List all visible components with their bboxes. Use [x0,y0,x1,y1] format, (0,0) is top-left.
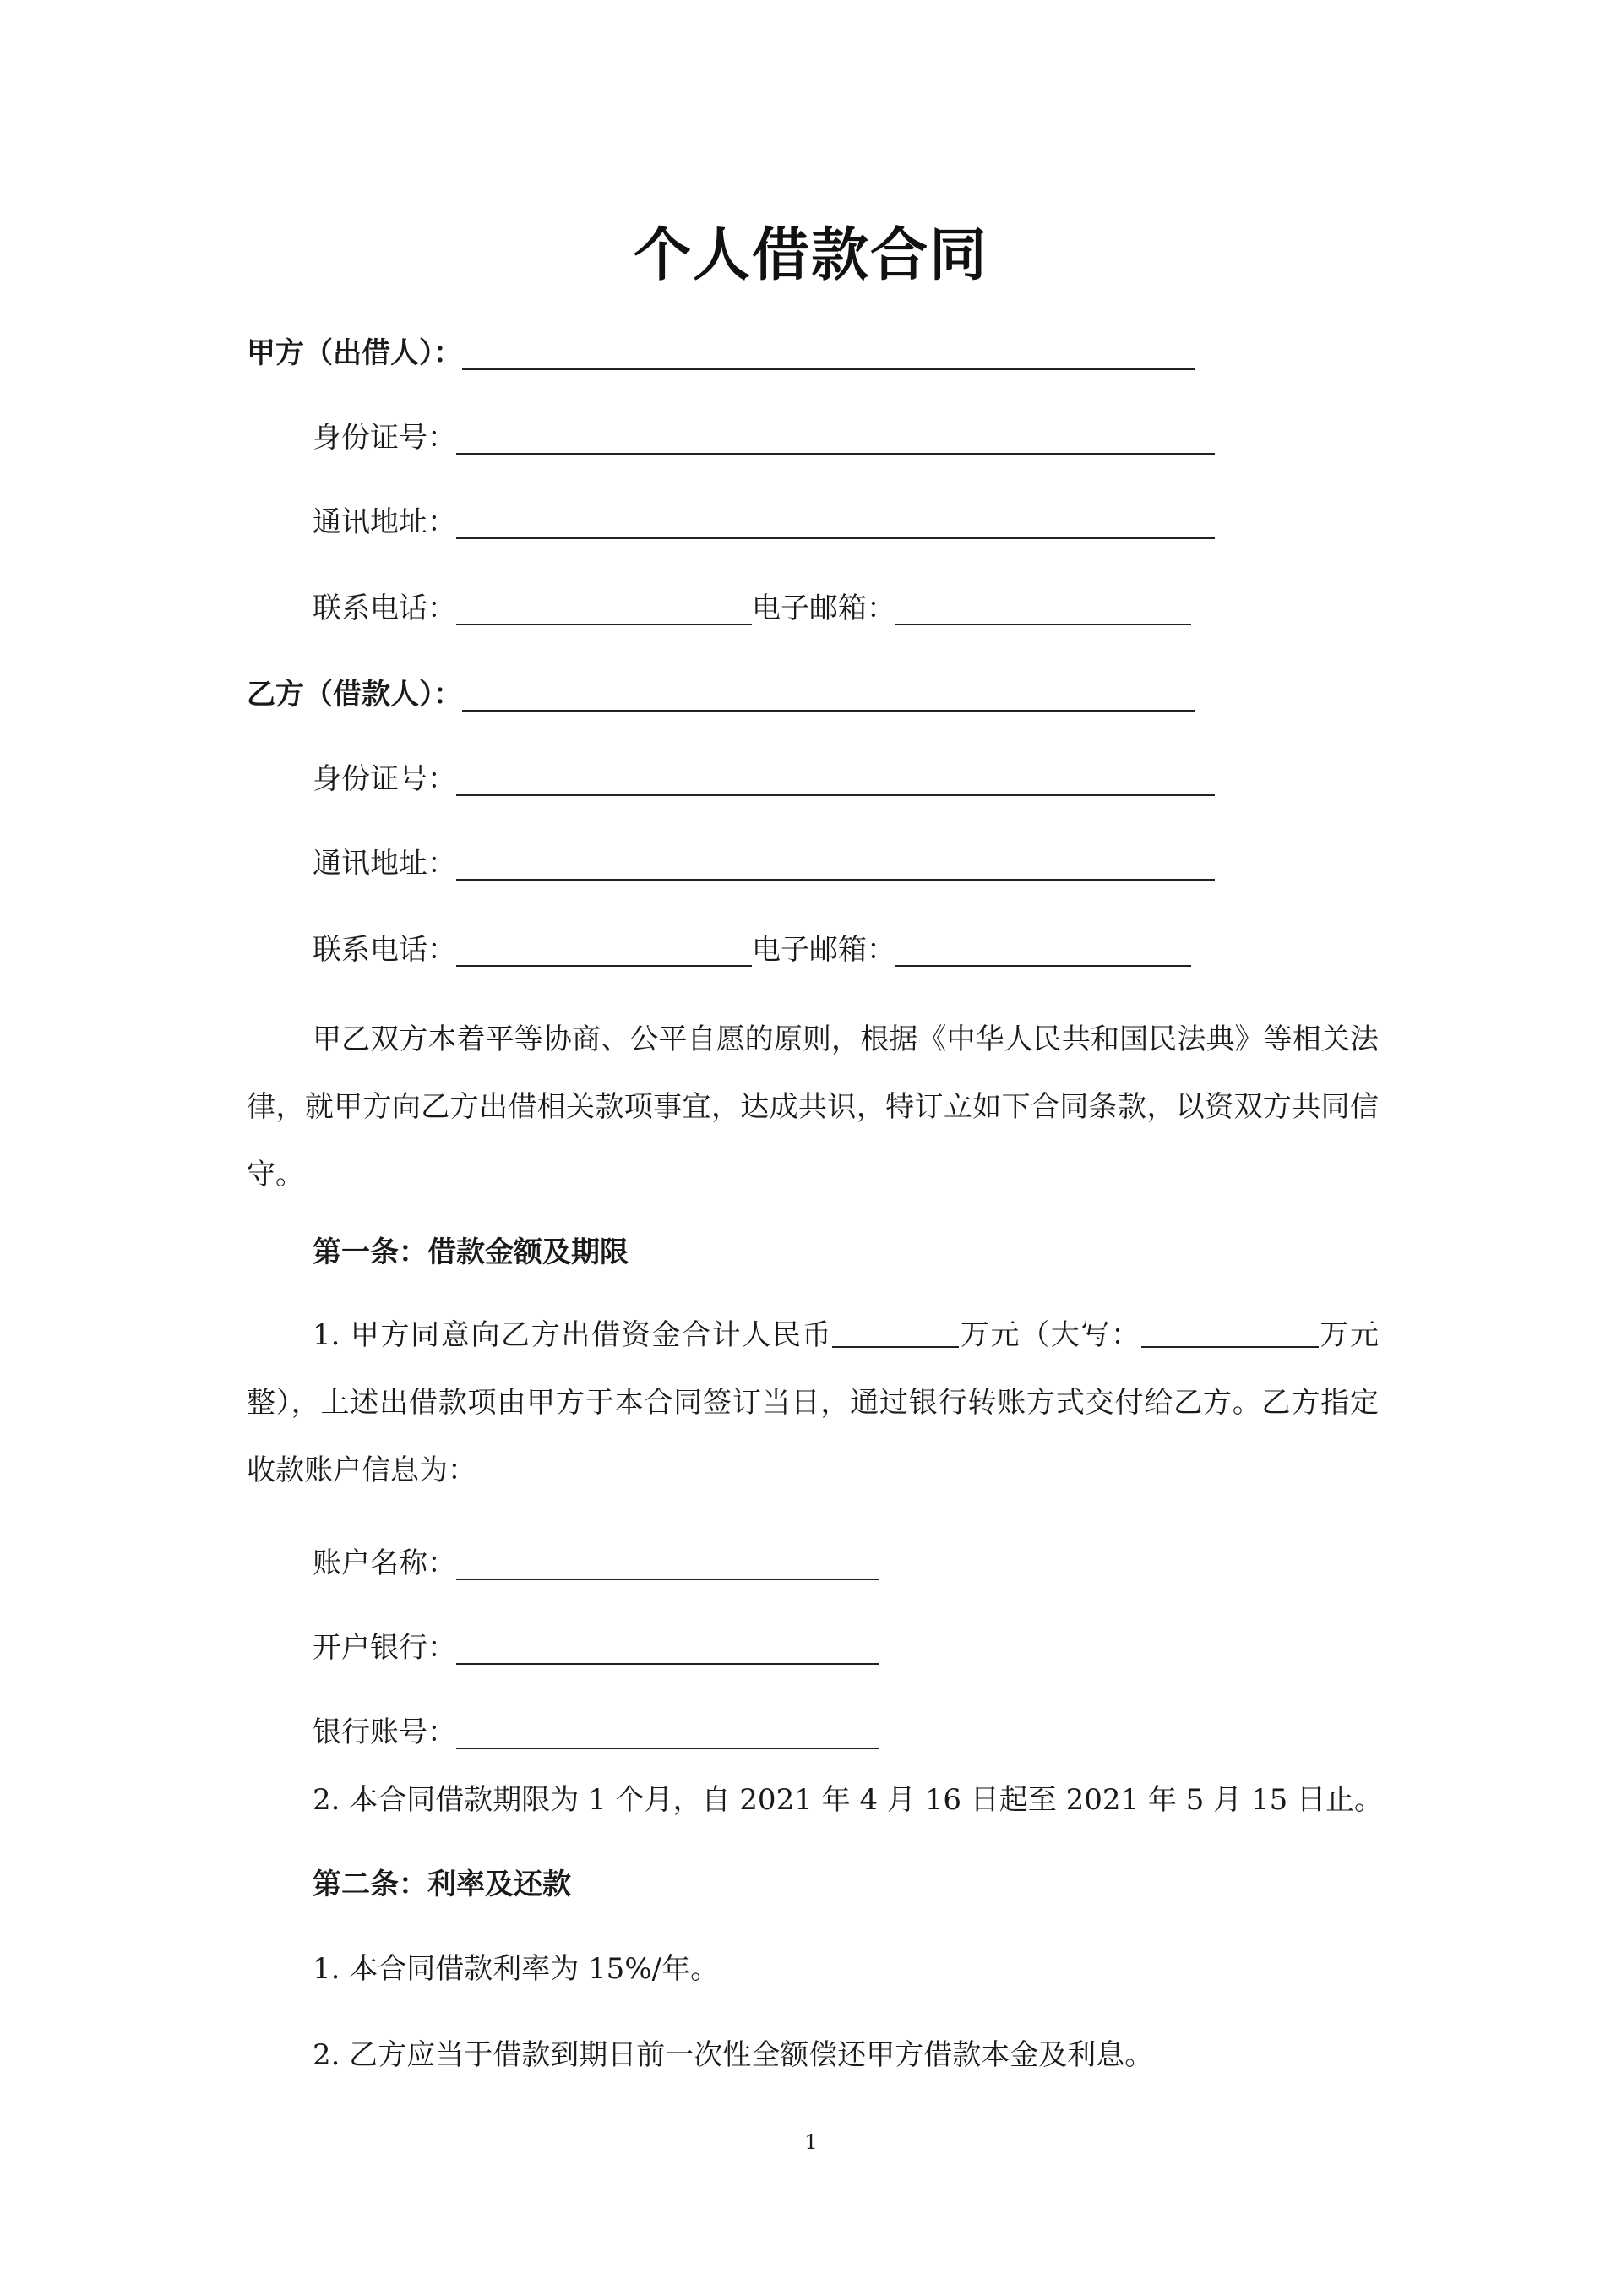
party-b-row [247,671,1195,713]
party-b-address-blank[interactable] [456,847,1215,881]
party-a-name-blank[interactable] [462,336,1195,370]
account-number-label: 银行账号： [313,1715,456,1749]
account-number-blank[interactable] [456,1715,879,1749]
article-2-heading: 第二条：利率及还款 [313,1868,571,1901]
party-a-address-blank[interactable] [456,505,1215,539]
party-b-address-label: 通讯地址： [313,847,456,881]
party-a-email-blank[interactable] [895,592,1191,625]
clause-1-text-part2: 万元（大写： [959,1318,1141,1352]
article-2-clause-2: 2. 乙方应当于借款到期日前一次性全额偿还甲方借款本金及利息。 [313,2038,1154,2072]
preamble-paragraph: 甲乙双方本着平等协商、公平自愿的原则，根据《中华人民共和国民法典》等相关法律，就甲方向乙方出借相关款项事宜，达成共识，特订立如下合同条款，以资双方共同信守。 [247,1023,1379,1192]
party-b-address-row [313,840,1215,882]
party-a-address-row [313,499,1215,541]
party-b-id-label: 身份证号： [313,762,456,796]
party-b-contact-row [313,926,1191,968]
account-name-row [313,1540,879,1582]
party-a-id-label: 身份证号： [313,421,456,455]
document-title: 个人借款合同 [633,222,988,289]
clause-1-text-part3: 万元整），上述出借款项由甲方于本合同签订当日，通过银行转账方式交付给乙方。乙方指定收款账户信息为： [247,1318,1380,1487]
party-a-id-row [313,414,1215,456]
party-b-email-blank[interactable] [895,933,1191,967]
party-b-phone-blank[interactable] [456,933,752,967]
party-a-id-blank[interactable] [456,421,1215,455]
party-a-email-label: 电子邮箱： [752,592,895,625]
party-b-name-blank[interactable] [462,678,1195,712]
page-number: 1 [804,2130,818,2154]
account-name-label: 账户名称： [313,1546,456,1580]
party-b-phone-label: 联系电话： [313,933,456,967]
article-1-clause-1 [247,1301,1379,1504]
bank-label: 开户银行： [313,1631,456,1665]
party-a-row [247,330,1195,372]
party-a-phone-label: 联系电话： [313,592,456,625]
party-a-label: 甲方（出借人）： [247,336,462,370]
party-b-label: 乙方（借款人）： [247,678,462,712]
party-b-email-label: 电子邮箱： [752,933,895,967]
clause-1-text-part1: 1. 甲方同意向乙方出借资金合计人民币 [313,1318,833,1352]
party-a-address-label: 通讯地址： [313,505,456,539]
party-b-id-row [313,755,1215,798]
loan-amount-capital-blank[interactable] [1141,1316,1319,1348]
article-1-clause-2: 2. 本合同借款期限为 1 个月，自 2021 年 4 月 16 日起至 2021 年 5 月 15 日止。 [313,1783,1384,1817]
article-1-heading: 第一条：借款金额及期限 [313,1235,629,1269]
account-name-blank[interactable] [456,1546,879,1580]
article-2-clause-1: 1. 本合同借款利率为 15%/年。 [313,1952,720,1986]
loan-amount-blank[interactable] [832,1316,959,1348]
party-a-contact-row [313,585,1191,627]
bank-row [313,1624,879,1666]
account-number-row [313,1709,879,1751]
party-a-phone-blank[interactable] [456,592,752,625]
party-b-id-blank[interactable] [456,762,1215,796]
bank-blank[interactable] [456,1631,879,1665]
